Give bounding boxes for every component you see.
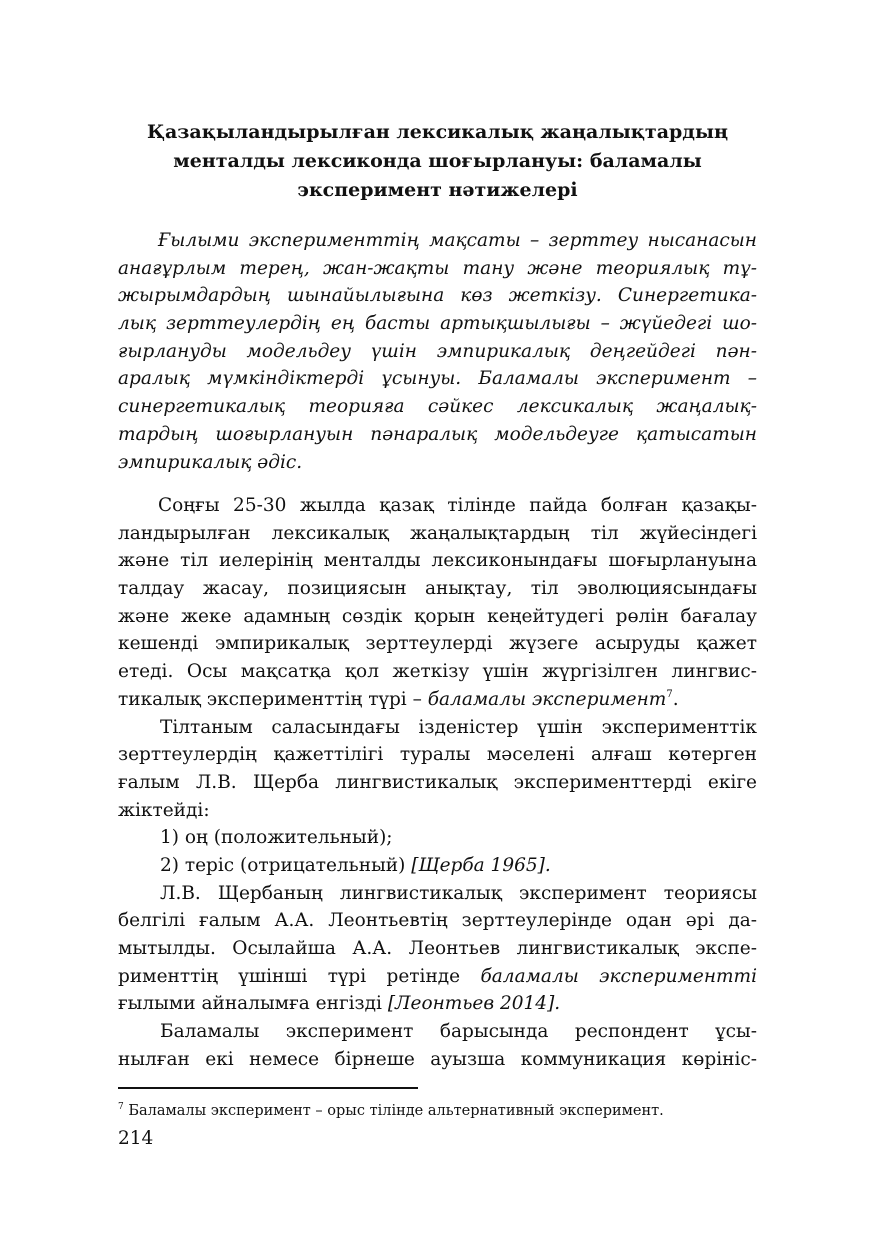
body-text-run: 2) теріс (отрицательный)	[160, 854, 412, 876]
body-line	[118, 990, 757, 1018]
body-line: және жеке адамның сөздік қорын кеңейтудегі рөлін бағалау	[118, 605, 757, 627]
body-line: мытылды. Осылайша А.А. Леонтьев лингвистикалық экспе-	[118, 938, 757, 959]
body-text-run: .	[672, 688, 679, 710]
body-line	[118, 963, 757, 991]
body-text-run: рименттің үшінші түрі ретінде	[118, 965, 481, 987]
body-text	[118, 492, 757, 1073]
list-item	[118, 852, 757, 880]
body-line: ландырылған лексикалық жаңалықтардың тіл жүйесіндегі	[118, 522, 757, 544]
italic-term: баламалы эксперимент	[427, 688, 667, 710]
footnote	[118, 1101, 664, 1121]
body-line	[118, 686, 757, 714]
abstract-line: ғырлануды модельдеу үшін эмпирикалық деңгейдегі пән-	[118, 340, 757, 362]
body-line: Л.В. Щербаның лингвистикалық эксперимент теориясы	[160, 882, 757, 904]
body-text-run: тикалық эксперименттің түрі –	[118, 688, 428, 710]
abstract-line: аралық мүмкіндіктерді ұсынуы. Баламалы эксперимент –	[118, 368, 757, 390]
italic-term: баламалы экспериментті	[480, 965, 758, 987]
abstract-line: лық зерттеулердің ең басты артықшылығы – жүйедегі шо-	[118, 313, 757, 335]
body-line: Тілтаным саласындағы ізденістер үшін эксперименттік	[160, 716, 757, 738]
citation: [Щерба 1965].	[411, 854, 551, 876]
abstract-line: эмпирикалық әдіс.	[118, 451, 303, 473]
list-item: 1) оң (положительный);	[160, 827, 393, 849]
body-text-run: ғылыми айналымға енгізді	[118, 993, 388, 1015]
body-line: Соңғы 25-30 жылда қазақ тілінде пайда болған қазақы-	[158, 495, 757, 516]
abstract-line: тардың шоғырлануын пәнаралық модельдеуге қатысатын	[118, 423, 757, 445]
body-line: зерттеулердің қажеттілігі туралы мәселені алғаш көтерген	[118, 744, 757, 766]
body-line: етеді. Осы мақсатқа қол жеткізу үшін жүргізілген лингвис-	[118, 661, 757, 683]
body-line: және тіл иелерінің менталды лексиконындағы шоғырлануына	[118, 550, 757, 572]
title-line: Қазақыландырылған лексикалық жаңалықтардың	[146, 121, 729, 143]
body-line: жіктейді:	[118, 799, 210, 821]
body-line: кешенді эмпирикалық зерттеулерді жүзеге асыруды қажет	[118, 633, 757, 655]
abstract-line: анағұрлым терең, жан-жақты тану және теориялық тұ-	[118, 257, 757, 279]
abstract-line: Ғылыми эксперименттің мақсаты – зерттеу нысанасын	[158, 230, 757, 251]
title-line: эксперимент нәтижелері	[297, 179, 578, 201]
abstract-line: жырымдардың шынайылығына көз жеткізу. Синергетика-	[118, 285, 757, 307]
footnote-ref: 7	[666, 688, 673, 700]
footnote-text: Баламалы эксперимент – орыс тілінде альтернативный эксперимент.	[123, 1103, 664, 1119]
article-title	[118, 118, 757, 205]
footnote-divider	[118, 1087, 418, 1089]
abstract	[118, 227, 757, 476]
body-line: Баламалы эксперимент барысында респондент ұсы-	[160, 1021, 757, 1043]
title-line: менталды лексиконда шоғырлануы: баламалы	[173, 150, 702, 172]
abstract-line: синергетикалық теорияға сәйкес лексикалық жаңалық-	[118, 396, 757, 418]
body-line: талдау жасау, позициясын анықтау, тіл эволюциясындағы	[118, 578, 757, 600]
citation: [Леонтьев 2014].	[387, 993, 561, 1015]
body-line: ғалым Л.В. Щерба лингвистикалық эксперименттерді екіге	[118, 771, 757, 793]
page-number: 214	[118, 1128, 154, 1149]
body-line: нылған екі немесе бірнеше ауызша коммуникация көрініс-	[118, 1048, 757, 1070]
body-line: белгілі ғалым А.А. Леонтьевтің зерттеулерінде одан әрі да-	[118, 910, 757, 932]
footnote-marker: 7	[118, 1102, 124, 1112]
